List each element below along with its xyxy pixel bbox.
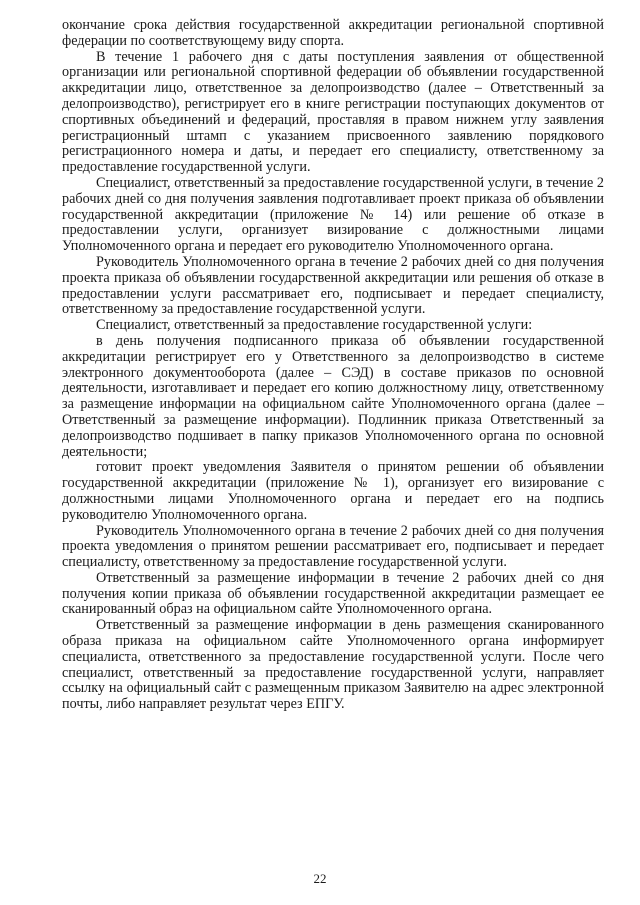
paragraph-3: Специалист, ответственный за предоставление государственной услуги, в течение 2 рабочих дней со дня получения заявления подготавливает проект приказа об объявлении государственной аккредитации (приложение № 14) или решение об отказе в предоставлении услуги, организует визирование с должностными лицами Уполномоченного органа и передает его руководителю Уполномоченного органа. xyxy=(62,174,604,255)
page-number: 22 xyxy=(313,871,327,886)
paragraph-2: В течение 1 рабочего дня с даты поступления заявления от общественной организации или региональной спортивной федерации об объявлении государственной аккредитации лицо, ответственное за делопроизводство (далее – Ответственный за делопроизводство), регистрирует его в книге регистрации поступающих документов от спортивных объединений и федераций, проставляя в правом нижнем углу заявления регистрационный штамп с указанием присвоенного заявлению порядкового регистрационного номера и даты, и передает его специалисту, ответственному за предоставление государственной услуги. xyxy=(62,48,604,176)
paragraph-1: окончание срока действия государственной аккредитации региональной спортивной федерации по соответствующему виду спорта. xyxy=(62,17,604,49)
paragraph-4: Руководитель Уполномоченного органа в течение 2 рабочих дней со дня получения проекта приказа об объявлении государственной аккредитации или решения об отказе в предоставлении услуги рассматривает его, подписывает и передает специалисту, ответственному за предоставление государственной услуги. xyxy=(62,253,604,318)
paragraph-7: готовит проект уведомления Заявителя о принятом решении об объявлении государственной аккредитации (приложение № 1), организует его визирование с должностными лицами Уполномоченного органа и передает его на подпись руководителю Уполномоченного органа. xyxy=(62,459,604,523)
paragraph-8: Руководитель Уполномоченного органа в течение 2 рабочих дней со дня получения проекта уведомления о принятом решении рассматривает его, подписывает и передает специалисту, ответственному за предоставление государственной услуги. xyxy=(62,522,604,571)
paragraph-6: в день получения подписанного приказа об объявлении государственной аккредитации регистрирует его у Ответственного за делопроизводство в системе электронного документооборота (далее – СЭД) в составе приказов по основной деятельности, изготавливает и передает его копию должностному лицу, ответственному за размещение информации на официальном сайте Уполномоченного органа (далее – Ответственный за размещение информации). Подлинник приказа Ответственный за делопроизводство подшивает в папку приказов Уполномоченного органа по основной деятельности; xyxy=(62,332,604,460)
document-body xyxy=(62,18,604,713)
paragraph-5: Специалист, ответственный за предоставление государственной услуги: xyxy=(96,317,533,334)
paragraph-10: Ответственный за размещение информации в день размещения сканированного образа приказа на официальном сайте Уполномоченного органа информирует специалиста, ответственного за предоставление государственной услуги. После чего специалист, ответственный за предоставление государственной услуги, направляет ссылку на официальный сайт с размещенным приказом Заявителю на адрес электронной почты, либо направляет результат через ЕПГУ. xyxy=(62,617,604,713)
paragraph-9: Ответственный за размещение информации в течение 2 рабочих дней со дня получения копии приказа об объявлении государственной аккредитации размещает ее сканированный образ на официальном сайте Уполномоченного органа. xyxy=(62,569,604,618)
